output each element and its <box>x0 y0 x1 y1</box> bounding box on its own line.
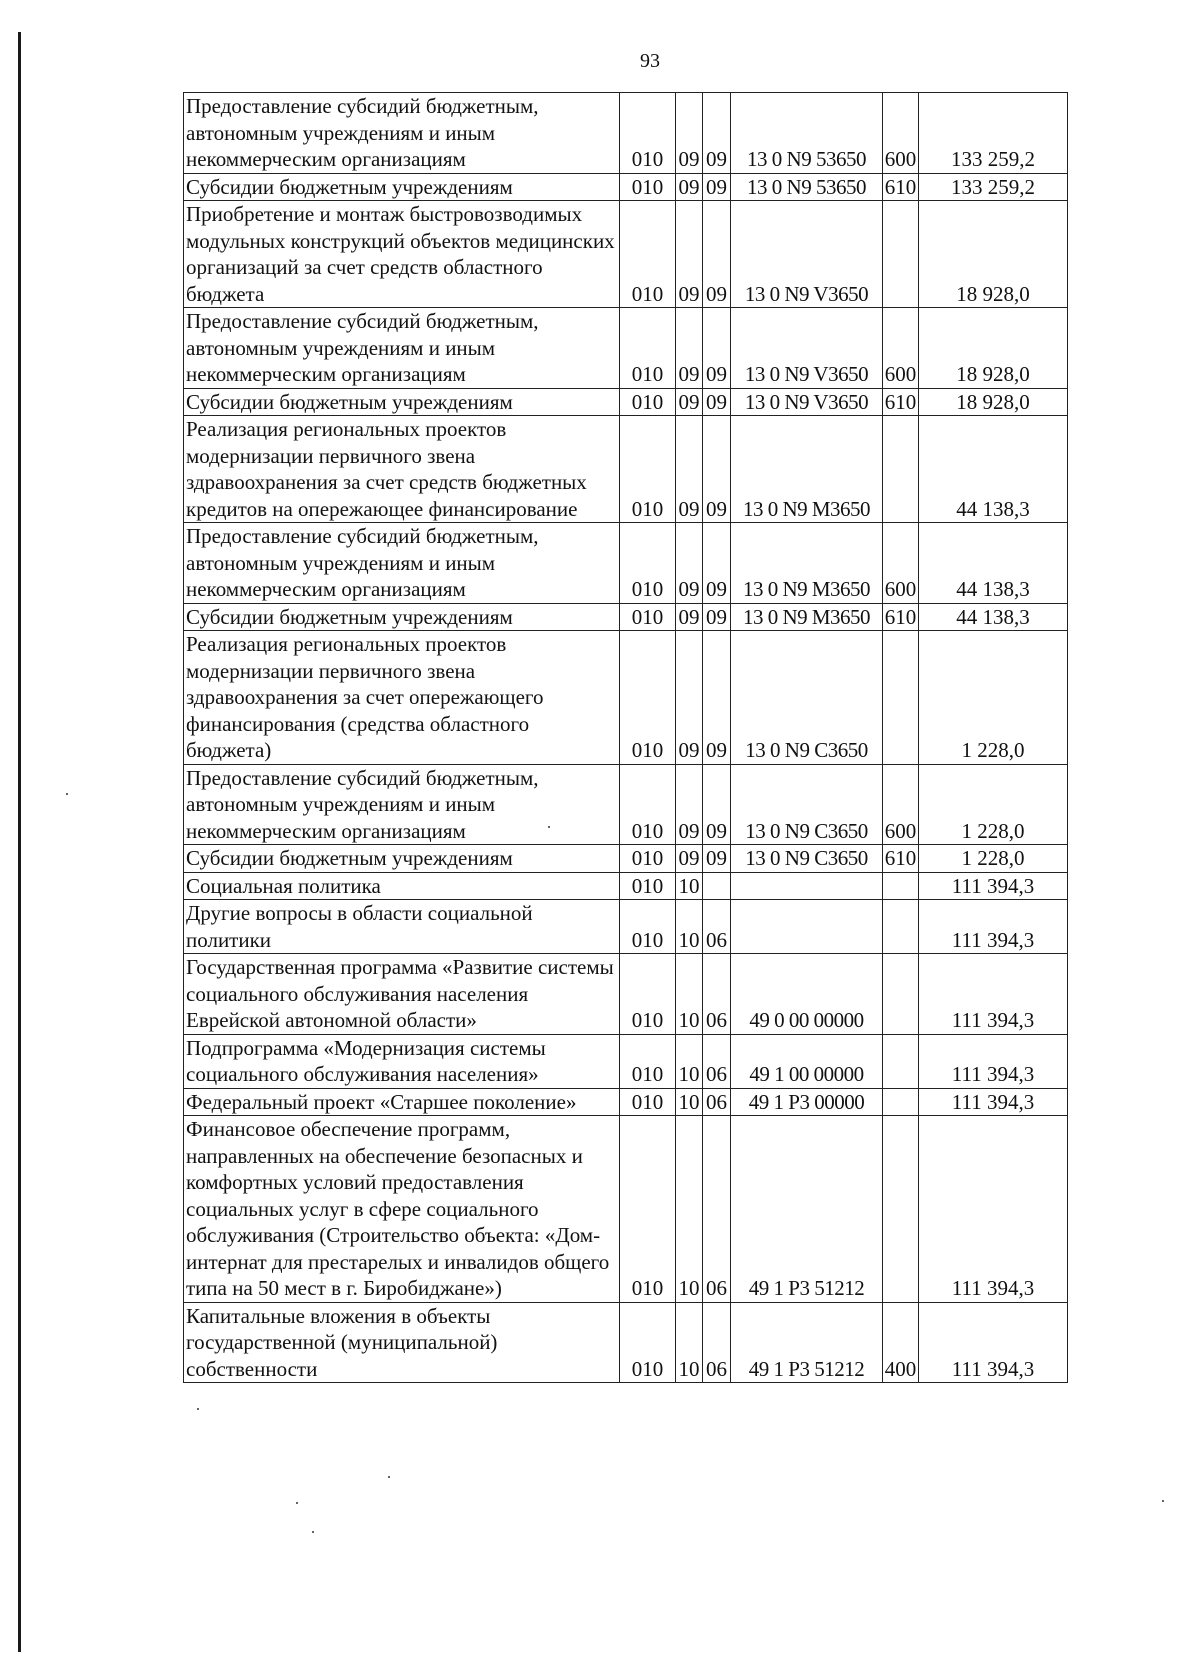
subsection-code-cell: 06 <box>703 1034 731 1088</box>
target-code-cell: 13 0 N9 C3650 <box>731 631 883 765</box>
scan-edge-line <box>18 32 21 1652</box>
ministry-code-cell: 010 <box>620 1088 676 1116</box>
subsection-code-cell: 09 <box>703 173 731 201</box>
table-row <box>184 1116 1068 1303</box>
section-code-cell: 09 <box>676 603 703 631</box>
expense-type-cell: 610 <box>883 603 919 631</box>
row-name-cell: Предоставление субсидий бюджетным, автономным учреждениям и иным некоммерческим организациям <box>184 764 620 845</box>
page-number: 93 <box>640 50 660 72</box>
expense-type-cell: 600 <box>883 523 919 604</box>
table-row <box>184 631 1068 765</box>
scan-speck <box>66 793 68 795</box>
table-row <box>184 900 1068 954</box>
ministry-code-cell: 010 <box>620 954 676 1035</box>
ministry-code-cell: 010 <box>620 388 676 416</box>
target-code-cell: 13 0 N9 53650 <box>731 173 883 201</box>
amount-cell: 44 138,3 <box>919 416 1068 523</box>
amount-cell: 18 928,0 <box>919 201 1068 308</box>
section-code-cell: 10 <box>676 872 703 900</box>
scan-speck <box>548 826 550 828</box>
subsection-code-cell: 09 <box>703 764 731 845</box>
ministry-code-cell: 010 <box>620 201 676 308</box>
row-name-cell: Предоставление субсидий бюджетным, автономным учреждениям и иным некоммерческим организациям <box>184 93 620 174</box>
expense-type-cell: 600 <box>883 93 919 174</box>
amount-cell: 18 928,0 <box>919 388 1068 416</box>
ministry-code-cell: 010 <box>620 93 676 174</box>
ministry-code-cell: 010 <box>620 523 676 604</box>
table-row <box>184 1088 1068 1116</box>
row-name-cell: Государственная программа «Развитие системы социального обслуживания населения Еврейской автономной области» <box>184 954 620 1035</box>
expense-type-cell <box>883 872 919 900</box>
section-code-cell: 10 <box>676 1088 703 1116</box>
section-code-cell: 10 <box>676 1116 703 1303</box>
ministry-code-cell: 010 <box>620 1302 676 1383</box>
scan-speck <box>312 1531 314 1533</box>
table-row <box>184 954 1068 1035</box>
amount-cell: 133 259,2 <box>919 93 1068 174</box>
target-code-cell <box>731 900 883 954</box>
amount-cell: 111 394,3 <box>919 900 1068 954</box>
expense-type-cell: 600 <box>883 308 919 389</box>
target-code-cell: 49 1 00 00000 <box>731 1034 883 1088</box>
section-code-cell: 09 <box>676 631 703 765</box>
row-name-cell: Другие вопросы в области социальной политики <box>184 900 620 954</box>
row-name-cell: Реализация региональных проектов модернизации первичного звена здравоохранения за счет опережающего финансирования (средства областного бюджета) <box>184 631 620 765</box>
ministry-code-cell: 010 <box>620 872 676 900</box>
target-code-cell: 49 1 P3 00000 <box>731 1088 883 1116</box>
table-row <box>184 1302 1068 1383</box>
ministry-code-cell: 010 <box>620 764 676 845</box>
row-name-cell: Реализация региональных проектов модернизации первичного звена здравоохранения за счет средств бюджетных кредитов на опережающее финансирование <box>184 416 620 523</box>
section-code-cell: 09 <box>676 523 703 604</box>
subsection-code-cell: 09 <box>703 201 731 308</box>
row-name-cell: Приобретение и монтаж быстровозводимых модульных конструкций объектов медицинских организаций за счет средств областного бюджета <box>184 201 620 308</box>
table-row <box>184 1034 1068 1088</box>
row-name-cell: Предоставление субсидий бюджетным, автономным учреждениям и иным некоммерческим организациям <box>184 523 620 604</box>
row-name-cell: Федеральный проект «Старшее поколение» <box>184 1088 620 1116</box>
ministry-code-cell: 010 <box>620 845 676 873</box>
target-code-cell: 13 0 N9 C3650 <box>731 845 883 873</box>
row-name-cell: Финансовое обеспечение программ, направленных на обеспечение безопасных и комфортных условий предоставления социальных услуг в сфере социального обслуживания (Строительство объекта: «Дом-интернат для престарелых и инвалидов общего типа на 50 мест в г. Биробиджане») <box>184 1116 620 1303</box>
expense-type-cell <box>883 631 919 765</box>
amount-cell: 111 394,3 <box>919 1302 1068 1383</box>
section-code-cell: 09 <box>676 416 703 523</box>
amount-cell: 44 138,3 <box>919 603 1068 631</box>
table-row <box>184 416 1068 523</box>
ministry-code-cell: 010 <box>620 173 676 201</box>
amount-cell: 18 928,0 <box>919 308 1068 389</box>
subsection-code-cell: 06 <box>703 1302 731 1383</box>
expense-type-cell: 610 <box>883 845 919 873</box>
amount-cell: 111 394,3 <box>919 872 1068 900</box>
subsection-code-cell: 09 <box>703 631 731 765</box>
target-code-cell: 13 0 N9 C3650 <box>731 764 883 845</box>
row-name-cell: Социальная политика <box>184 872 620 900</box>
target-code-cell: 49 1 P3 51212 <box>731 1116 883 1303</box>
target-code-cell <box>731 872 883 900</box>
expense-type-cell <box>883 1088 919 1116</box>
table-row <box>184 603 1068 631</box>
subsection-code-cell <box>703 872 731 900</box>
scan-speck <box>296 1502 298 1504</box>
target-code-cell: 13 0 N9 M3650 <box>731 603 883 631</box>
target-code-cell: 13 0 N9 V3650 <box>731 308 883 389</box>
target-code-cell: 49 1 P3 51212 <box>731 1302 883 1383</box>
subsection-code-cell: 09 <box>703 845 731 873</box>
expense-type-cell: 610 <box>883 173 919 201</box>
amount-cell: 1 228,0 <box>919 764 1068 845</box>
amount-cell: 133 259,2 <box>919 173 1068 201</box>
ministry-code-cell: 010 <box>620 900 676 954</box>
table-row <box>184 308 1068 389</box>
table-row <box>184 201 1068 308</box>
subsection-code-cell: 09 <box>703 308 731 389</box>
table-row <box>184 93 1068 174</box>
target-code-cell: 13 0 N9 M3650 <box>731 523 883 604</box>
scan-speck <box>1162 1500 1164 1502</box>
budget-table-body <box>184 93 1068 1383</box>
target-code-cell: 13 0 N9 V3650 <box>731 201 883 308</box>
ministry-code-cell: 010 <box>620 603 676 631</box>
section-code-cell: 09 <box>676 173 703 201</box>
expense-type-cell: 610 <box>883 388 919 416</box>
ministry-code-cell: 010 <box>620 416 676 523</box>
ministry-code-cell: 010 <box>620 631 676 765</box>
subsection-code-cell: 09 <box>703 388 731 416</box>
table-row <box>184 872 1068 900</box>
target-code-cell: 49 0 00 00000 <box>731 954 883 1035</box>
expense-type-cell <box>883 201 919 308</box>
section-code-cell: 09 <box>676 201 703 308</box>
row-name-cell: Капитальные вложения в объекты государственной (муниципальной) собственности <box>184 1302 620 1383</box>
section-code-cell: 10 <box>676 1302 703 1383</box>
table-row <box>184 388 1068 416</box>
expense-type-cell <box>883 900 919 954</box>
row-name-cell: Предоставление субсидий бюджетным, автономным учреждениям и иным некоммерческим организациям <box>184 308 620 389</box>
target-code-cell: 13 0 N9 M3650 <box>731 416 883 523</box>
amount-cell: 1 228,0 <box>919 845 1068 873</box>
section-code-cell: 10 <box>676 954 703 1035</box>
section-code-cell: 10 <box>676 900 703 954</box>
row-name-cell: Субсидии бюджетным учреждениям <box>184 388 620 416</box>
expense-type-cell: 400 <box>883 1302 919 1383</box>
row-name-cell: Субсидии бюджетным учреждениям <box>184 603 620 631</box>
table-row <box>184 523 1068 604</box>
amount-cell: 44 138,3 <box>919 523 1068 604</box>
row-name-cell: Субсидии бюджетным учреждениям <box>184 173 620 201</box>
table-row <box>184 845 1068 873</box>
expense-type-cell <box>883 1116 919 1303</box>
amount-cell: 111 394,3 <box>919 1116 1068 1303</box>
section-code-cell: 10 <box>676 1034 703 1088</box>
budget-table <box>183 92 1068 1383</box>
table-row <box>184 173 1068 201</box>
subsection-code-cell: 06 <box>703 954 731 1035</box>
subsection-code-cell: 09 <box>703 603 731 631</box>
subsection-code-cell: 09 <box>703 93 731 174</box>
target-code-cell: 13 0 N9 V3650 <box>731 388 883 416</box>
ministry-code-cell: 010 <box>620 308 676 389</box>
section-code-cell: 09 <box>676 764 703 845</box>
ministry-code-cell: 010 <box>620 1034 676 1088</box>
subsection-code-cell: 09 <box>703 416 731 523</box>
subsection-code-cell: 06 <box>703 900 731 954</box>
expense-type-cell <box>883 416 919 523</box>
expense-type-cell: 600 <box>883 764 919 845</box>
amount-cell: 111 394,3 <box>919 954 1068 1035</box>
amount-cell: 1 228,0 <box>919 631 1068 765</box>
table-row <box>184 764 1068 845</box>
section-code-cell: 09 <box>676 93 703 174</box>
scan-speck <box>197 1408 199 1410</box>
section-code-cell: 09 <box>676 388 703 416</box>
row-name-cell: Субсидии бюджетным учреждениям <box>184 845 620 873</box>
subsection-code-cell: 06 <box>703 1088 731 1116</box>
section-code-cell: 09 <box>676 845 703 873</box>
section-code-cell: 09 <box>676 308 703 389</box>
amount-cell: 111 394,3 <box>919 1034 1068 1088</box>
expense-type-cell <box>883 954 919 1035</box>
row-name-cell: Подпрограмма «Модернизация системы социального обслуживания населения» <box>184 1034 620 1088</box>
ministry-code-cell: 010 <box>620 1116 676 1303</box>
expense-type-cell <box>883 1034 919 1088</box>
subsection-code-cell: 09 <box>703 523 731 604</box>
amount-cell: 111 394,3 <box>919 1088 1068 1116</box>
scan-speck <box>388 1476 390 1478</box>
subsection-code-cell: 06 <box>703 1116 731 1303</box>
target-code-cell: 13 0 N9 53650 <box>731 93 883 174</box>
